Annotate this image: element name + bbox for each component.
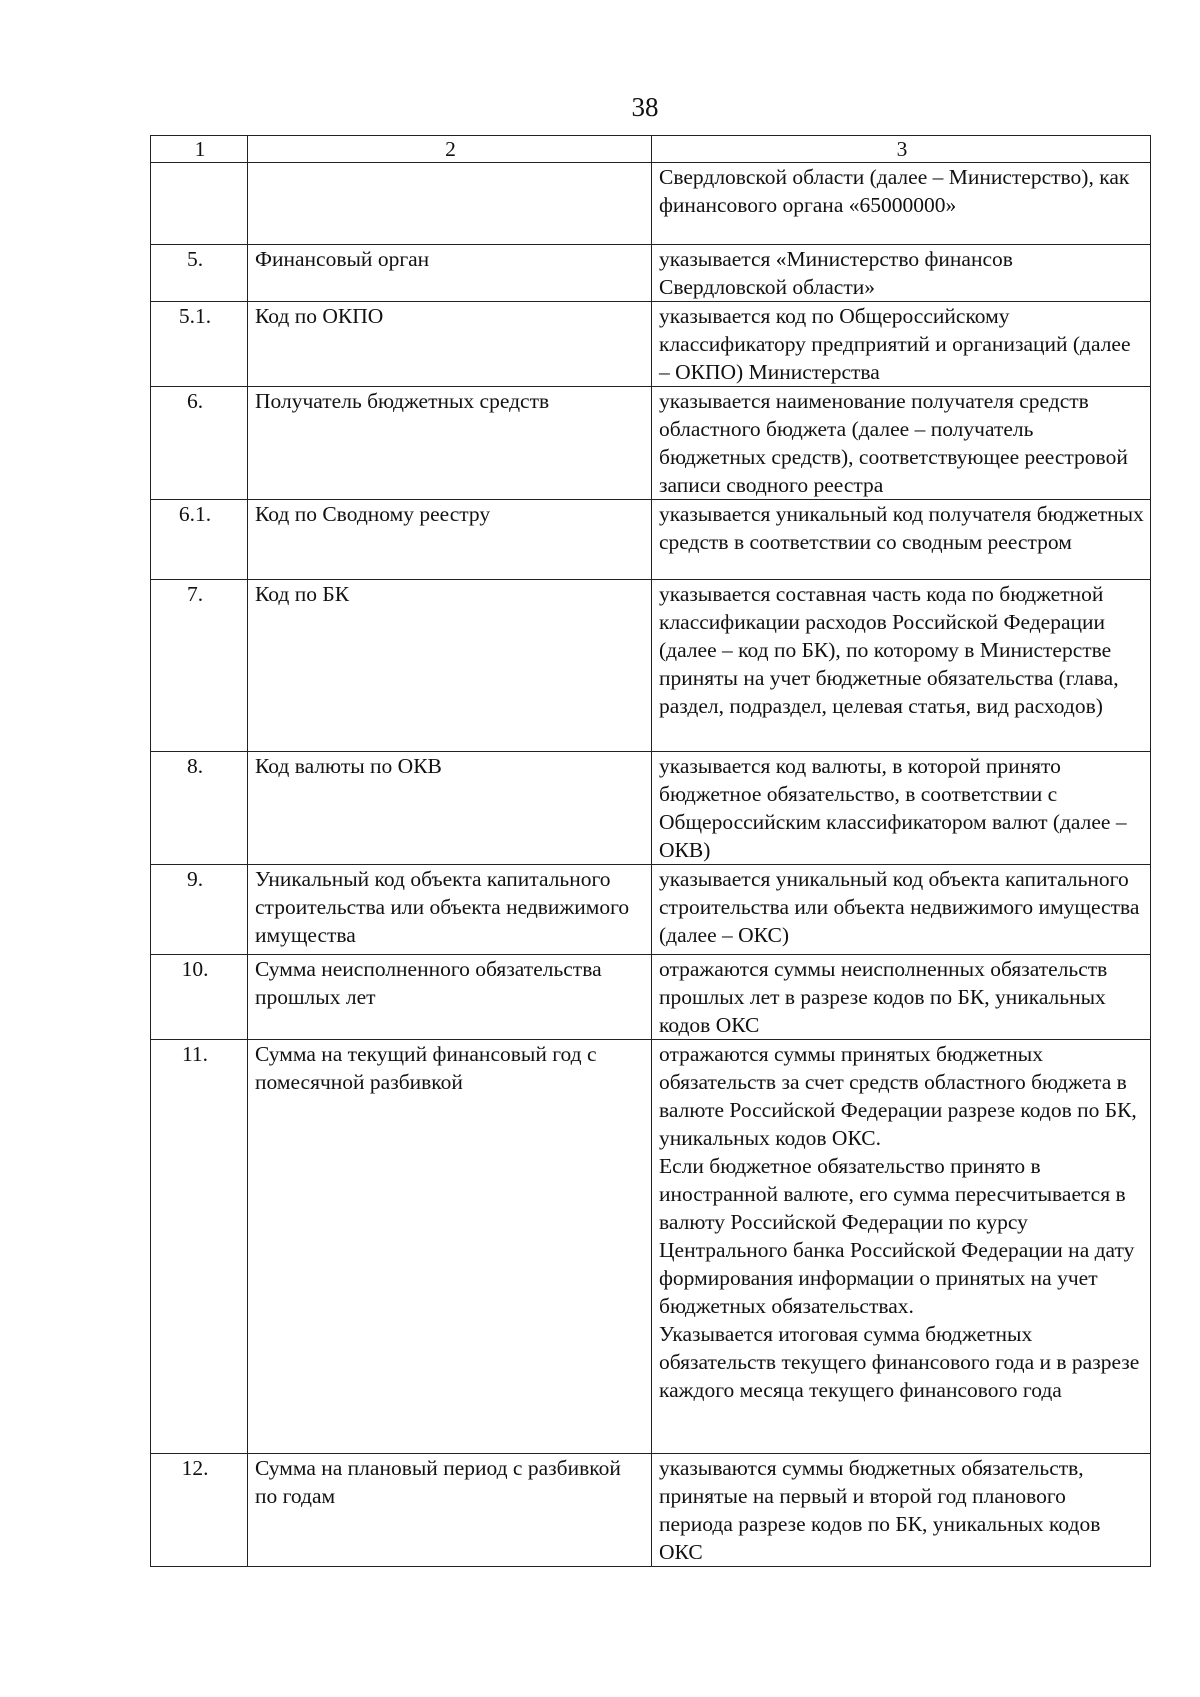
table-row — [151, 245, 1151, 302]
description-paragraph: указывается наименование получателя средств областного бюджета (далее – получатель бюджетных средств), соответствующее реестровой записи сводного реестра — [659, 389, 1128, 497]
description-paragraph: указывается составная часть кода по бюджетной классификации расходов Российской Федерации (далее – код по БК), по которому в Министерстве приняты на учет бюджетные обязательства (глава, раздел, подраздел, целевая статья, вид расходов) — [659, 582, 1119, 718]
description-paragraph: Свердловской области (далее – Министерство), как финансового органа «65000000» — [659, 165, 1130, 217]
row-description — [652, 1454, 1151, 1567]
description-paragraph: отражаются суммы принятых бюджетных обязательств за счет средств областного бюджета в валюте Российской Федерации разрезе кодов по БК, уникальных кодов ОКС. — [659, 1042, 1137, 1150]
column-header-name: 2 — [248, 136, 652, 163]
table-row — [151, 387, 1151, 500]
row-description — [652, 245, 1151, 302]
table-row — [151, 500, 1151, 580]
row-number: 5.1. — [151, 302, 248, 387]
row-number: 12. — [151, 1454, 248, 1567]
table-header-row — [151, 136, 1151, 163]
column-header-description: 3 — [652, 136, 1151, 163]
row-name: Уникальный код объекта капитального строительства или объекта недвижимого имущества — [248, 865, 652, 955]
row-number: 7. — [151, 580, 248, 752]
page-number: 38 — [631, 92, 659, 122]
row-name: Код по ОКПО — [248, 302, 652, 387]
row-name: Сумма на плановый период с разбивкой по годам — [248, 1454, 652, 1567]
description-paragraph: отражаются суммы неисполненных обязательств прошлых лет в разрезе кодов по БК, уникальных кодов ОКС — [659, 957, 1108, 1037]
description-paragraph: указывается код по Общероссийскому классификатору предприятий и организаций (далее – ОКПО) Министерства — [659, 304, 1131, 384]
row-name: Код по БК — [248, 580, 652, 752]
row-number: 9. — [151, 865, 248, 955]
row-name: Сумма на текущий финансовый год с помесячной разбивкой — [248, 1040, 652, 1454]
document-table — [150, 135, 1151, 1567]
row-number: 6. — [151, 387, 248, 500]
row-description — [652, 1040, 1151, 1454]
row-description — [652, 955, 1151, 1040]
row-name: Финансовый орган — [248, 245, 652, 302]
row-number — [151, 163, 248, 245]
row-number: 5. — [151, 245, 248, 302]
row-number: 8. — [151, 752, 248, 865]
row-description — [652, 387, 1151, 500]
table-row — [151, 752, 1151, 865]
description-paragraph: указывается код валюты, в которой принято бюджетное обязательство, в соответствии с Общероссийским классификатором валют (далее – ОКВ) — [659, 754, 1127, 862]
table-row — [151, 163, 1151, 245]
row-name: Получатель бюджетных средств — [248, 387, 652, 500]
description-paragraph: Указывается итоговая сумма бюджетных обязательств текущего финансового года и в разрезе каждого месяца текущего финансового года — [659, 1322, 1140, 1402]
description-paragraph: указывается «Министерство финансов Свердловской области» — [659, 247, 1013, 299]
column-header-number: 1 — [151, 136, 248, 163]
table-row — [151, 1040, 1151, 1454]
row-description — [652, 302, 1151, 387]
row-description — [652, 163, 1151, 245]
row-name: Код по Сводному реестру — [248, 500, 652, 580]
table-row — [151, 1454, 1151, 1567]
row-name: Сумма неисполненного обязательства прошлых лет — [248, 955, 652, 1040]
row-number: 10. — [151, 955, 248, 1040]
row-name — [248, 163, 652, 245]
row-number: 11. — [151, 1040, 248, 1454]
description-paragraph: Если бюджетное обязательство принято в иностранной валюте, его сумма пересчитывается в валюту Российской Федерации по курсу Центрального банка Российской Федерации на дату формирования информации о принятых на учет бюджетных обязательствах. — [659, 1154, 1135, 1318]
row-description — [652, 580, 1151, 752]
row-description — [652, 500, 1151, 580]
row-number: 6.1. — [151, 500, 248, 580]
table-row — [151, 865, 1151, 955]
table-row — [151, 302, 1151, 387]
table-row — [151, 955, 1151, 1040]
row-name: Код валюты по ОКВ — [248, 752, 652, 865]
row-description — [652, 752, 1151, 865]
table-row — [151, 580, 1151, 752]
description-paragraph: указываются суммы бюджетных обязательств, принятые на первый и второй год планового периода разрезе кодов по БК, уникальных кодов ОКС — [659, 1456, 1101, 1564]
row-description — [652, 865, 1151, 955]
description-paragraph: указывается уникальный код получателя бюджетных средств в соответствии со сводным реестром — [659, 502, 1144, 554]
description-paragraph: указывается уникальный код объекта капитального строительства или объекта недвижимого имущества (далее – ОКС) — [659, 867, 1140, 947]
